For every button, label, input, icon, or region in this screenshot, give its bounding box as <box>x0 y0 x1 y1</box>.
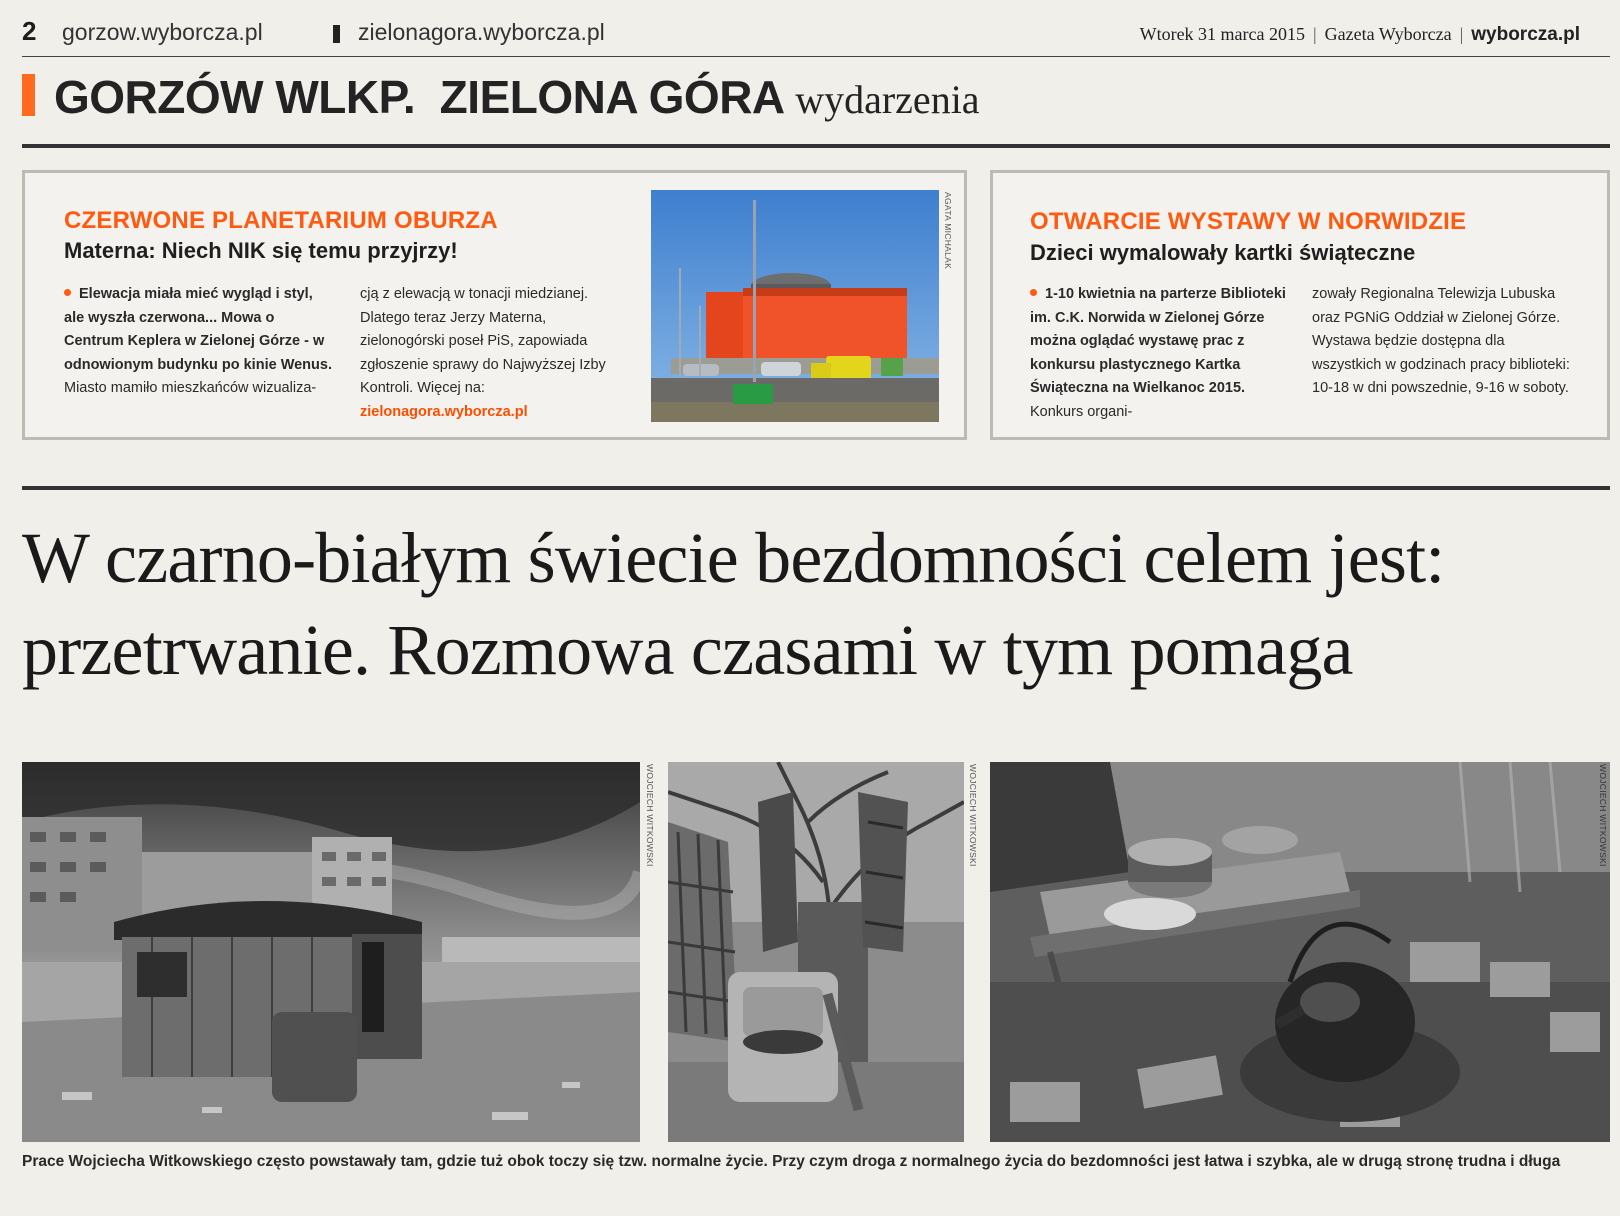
mid-rule <box>22 486 1610 490</box>
exhibition-kicker: OTWARCIE WYSTAWY W NORWIDZIE <box>1030 208 1467 235</box>
main-headline[interactable]: W czarno-białym świecie bezdomności celem jest: przetrwanie. Rozmowa czasami w tym pomaga <box>22 518 1445 690</box>
photo-credit-3: WOJCIECH WITKOWSKI <box>1598 764 1608 867</box>
paper-name: Gazeta Wyborcza <box>1324 24 1452 44</box>
photo-credit-1: WOJCIECH WITKOWSKI <box>645 764 655 867</box>
header-rule <box>22 56 1610 57</box>
planetarium-kicker: CZERWONE PLANETARIUM OBURZA <box>64 207 498 234</box>
planetarium-text-col2: cją z elewacją w tonacji miedzianej. Dlatego teraz Jerzy Materna, zielonogórski poseł PiS, zapowiada zgłoszenie sprawy do Najwyższej Izby Kontroli. Więcej na: zielonagora.wyborcza.pl <box>360 286 606 420</box>
gorzow-url[interactable]: gorzow.wyborcza.pl <box>62 19 263 45</box>
section-title: GORZÓW WLKP. ZIELONA GÓRA wydarzenia <box>54 71 980 123</box>
photo-armchair <box>668 762 964 1142</box>
section-marker <box>22 74 35 116</box>
exhibition-text-col2: zowały Regionalna Telewizja Lubuska oraz PGNiG Oddział w Zielonej Górze. Wystawa będzie dostępna dla wszystkich w godzinach pracy biblioteki: 10-18 w dni powszednie, 9-16 w soboty. <box>1312 286 1570 396</box>
planetarium-text-col1: Elewacja miała mieć wygląd i styl, ale wyszła czerwona... Mowa o Centrum Keplera w Zielonej Górze - w odnowionym budynku po kinie Wenus. Miasto mamiło mieszkańców wizualiza- <box>64 286 332 396</box>
section-rule <box>22 144 1610 148</box>
zielonagora-url[interactable]: zielonagora.wyborcza.pl <box>358 19 605 45</box>
exhibition-text-col1: 1-10 kwietnia na parterze Biblioteki im. C.K. Norwida w Zielonej Górze można oglądać wystawę prac z konkursu plastycznego Kartka Świąteczna na Wielkanoc 2015. Konkurs organi- <box>1030 286 1286 420</box>
bullet-icon <box>64 289 71 296</box>
section-subtitle: wydarzenia <box>795 77 980 122</box>
header-right: Wtorek 31 marca 2015 | Gazeta Wyborcza | wyborcza.pl <box>1139 24 1580 45</box>
site-link[interactable]: wyborcza.pl <box>1471 24 1580 45</box>
issue-date: Wtorek 31 marca 2015 <box>1139 24 1306 44</box>
header-separator <box>333 25 340 43</box>
planetarium-headline[interactable]: Materna: Niech NIK się temu przyjrzy! <box>64 238 458 263</box>
page-number: 2 <box>22 16 37 46</box>
photo-credit-2: WOJCIECH WITKOWSKI <box>968 764 978 867</box>
photo-caption: Prace Wojciecha Witkowskiego często powstawały tam, gdzie tuż obok toczy się tzw. normalne życie. Przy czym droga z normalnego życia do bezdomności jest łatwa i szybka, ale w drugą stronę trudna i długa <box>22 1153 1561 1170</box>
planetarium-photo-credit: AGATA MICHALAK <box>943 192 953 270</box>
bullet-icon <box>1030 289 1037 296</box>
planetarium-link[interactable]: zielonagora.wyborcza.pl <box>360 403 528 420</box>
photo-kettle <box>990 762 1610 1142</box>
photo-shack <box>22 762 640 1142</box>
planetarium-photo <box>651 190 939 422</box>
exhibition-headline[interactable]: Dzieci wymalowały kartki świąteczne <box>1030 240 1416 265</box>
